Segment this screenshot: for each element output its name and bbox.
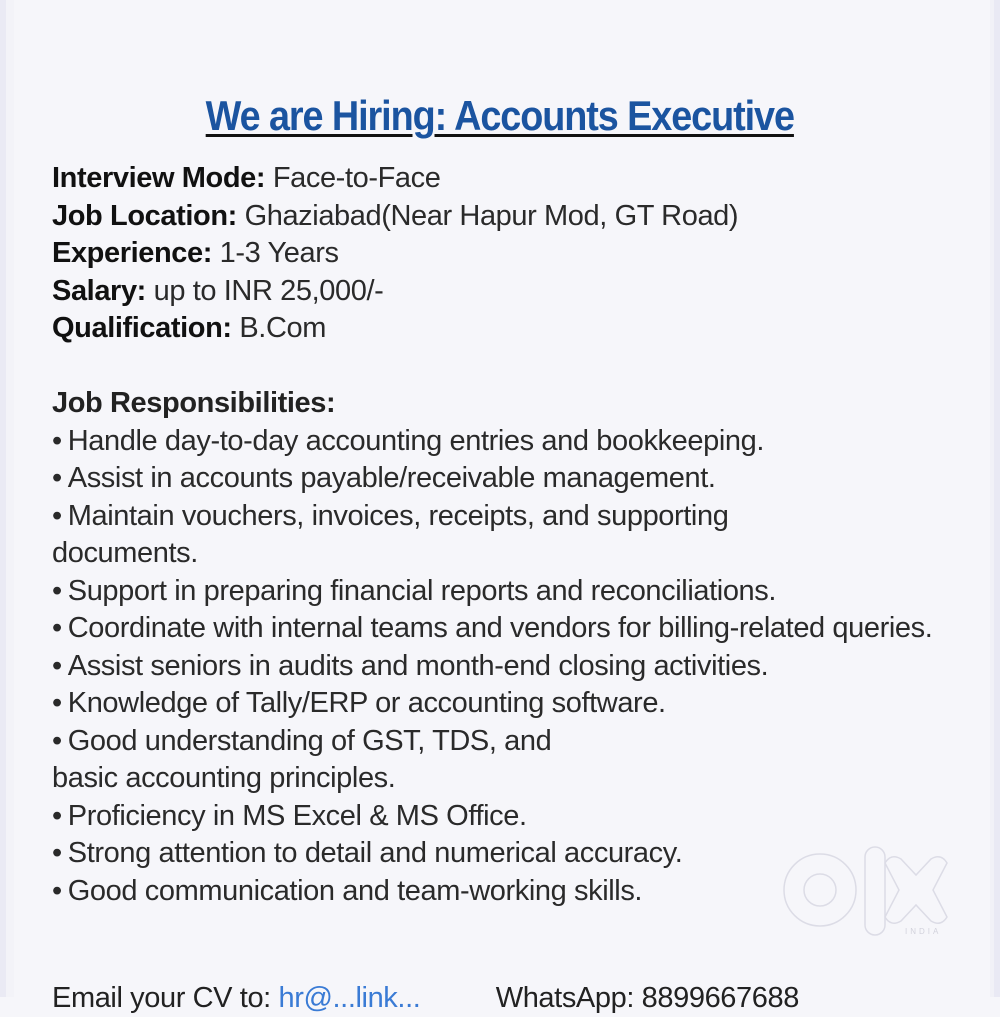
detail-job-location [52,198,952,236]
detail-value: up to INR 25,000/- [145,274,384,307]
responsibility-item [52,798,952,836]
responsibility-item [52,460,952,498]
responsibility-text: Coordinate with internal teams and vendors for billing-related queries. [67,612,933,644]
bullet-icon: • [52,874,62,907]
detail-value: Ghaziabad(Near Hapur Mod, GT Road) [236,199,739,232]
bullet-icon: • [52,462,62,494]
whatsapp-number: 8899667688 [641,982,799,1014]
bullet-icon: • [52,574,62,607]
detail-value: Face-to-Face [265,162,441,194]
bullet-icon: • [52,837,62,869]
bullet-icon: • [52,724,62,757]
right-edge-inner [990,0,994,997]
watermark-subtext: INDIA [905,927,942,936]
bullet-icon: • [52,687,62,719]
responsibilities-heading: Job Responsibilities: [52,387,336,419]
responsibility-text: Support in preparing financial reports and reconciliations. [67,574,777,607]
responsibility-text: Assist in accounts payable/receivable management. [67,462,716,494]
bullet-icon: • [52,424,62,457]
responsibility-item [52,723,612,798]
bullet-icon: • [52,499,62,532]
detail-qualification [52,310,952,348]
detail-label: Qualification: [52,312,232,344]
detail-label: Interview Mode: [52,162,266,194]
responsibility-text: Good communication and team-working skills. [67,874,643,907]
whatsapp-label: WhatsApp: [495,982,634,1014]
bullet-icon: • [52,799,62,832]
right-edge [994,0,1000,997]
responsibility-item [52,498,832,573]
detail-interview-mode [52,160,952,198]
page-title [0,90,1000,142]
detail-label: Job Location: [52,199,237,232]
responsibility-text: Knowledge of Tally/ERP or accounting software. [67,687,666,719]
responsibility-text: Assist seniors in audits and month-end closing activities. [67,649,769,682]
job-post-content [52,160,952,910]
responsibility-item [52,648,952,686]
contact-line [52,980,952,1017]
responsibility-item [52,685,952,723]
page-title-text: We are Hiring: Accounts Executive [205,92,795,139]
detail-label: Salary: [52,274,146,307]
bullet-icon: • [52,649,62,682]
detail-label: Experience: [52,237,213,269]
email-label: Email your CV to: [52,982,271,1014]
responsibility-text: Proficiency in MS Excel & MS Office. [67,799,527,832]
responsibility-item [52,423,952,461]
olx-logo-icon [783,845,963,940]
email-link[interactable]: hr@...link... [278,982,421,1014]
responsibility-item [52,610,942,648]
responsibility-text: Good understanding of GST, TDS, and basic accounting principles. [52,724,552,794]
detail-value: B.Com [231,312,326,344]
responsibility-text: Handle day-to-day accounting entries and bookkeeping. [67,424,764,457]
detail-value: 1-3 Years [212,237,339,269]
detail-salary [52,273,952,311]
responsibility-text: Strong attention to detail and numerical accuracy. [67,837,683,869]
left-edge-inner [6,0,14,997]
responsibility-item [52,573,952,611]
detail-experience [52,235,952,273]
section-spacer [52,348,952,386]
responsibility-text: Maintain vouchers, invoices, receipts, and supporting documents. [52,499,729,569]
bullet-icon: • [52,612,62,644]
